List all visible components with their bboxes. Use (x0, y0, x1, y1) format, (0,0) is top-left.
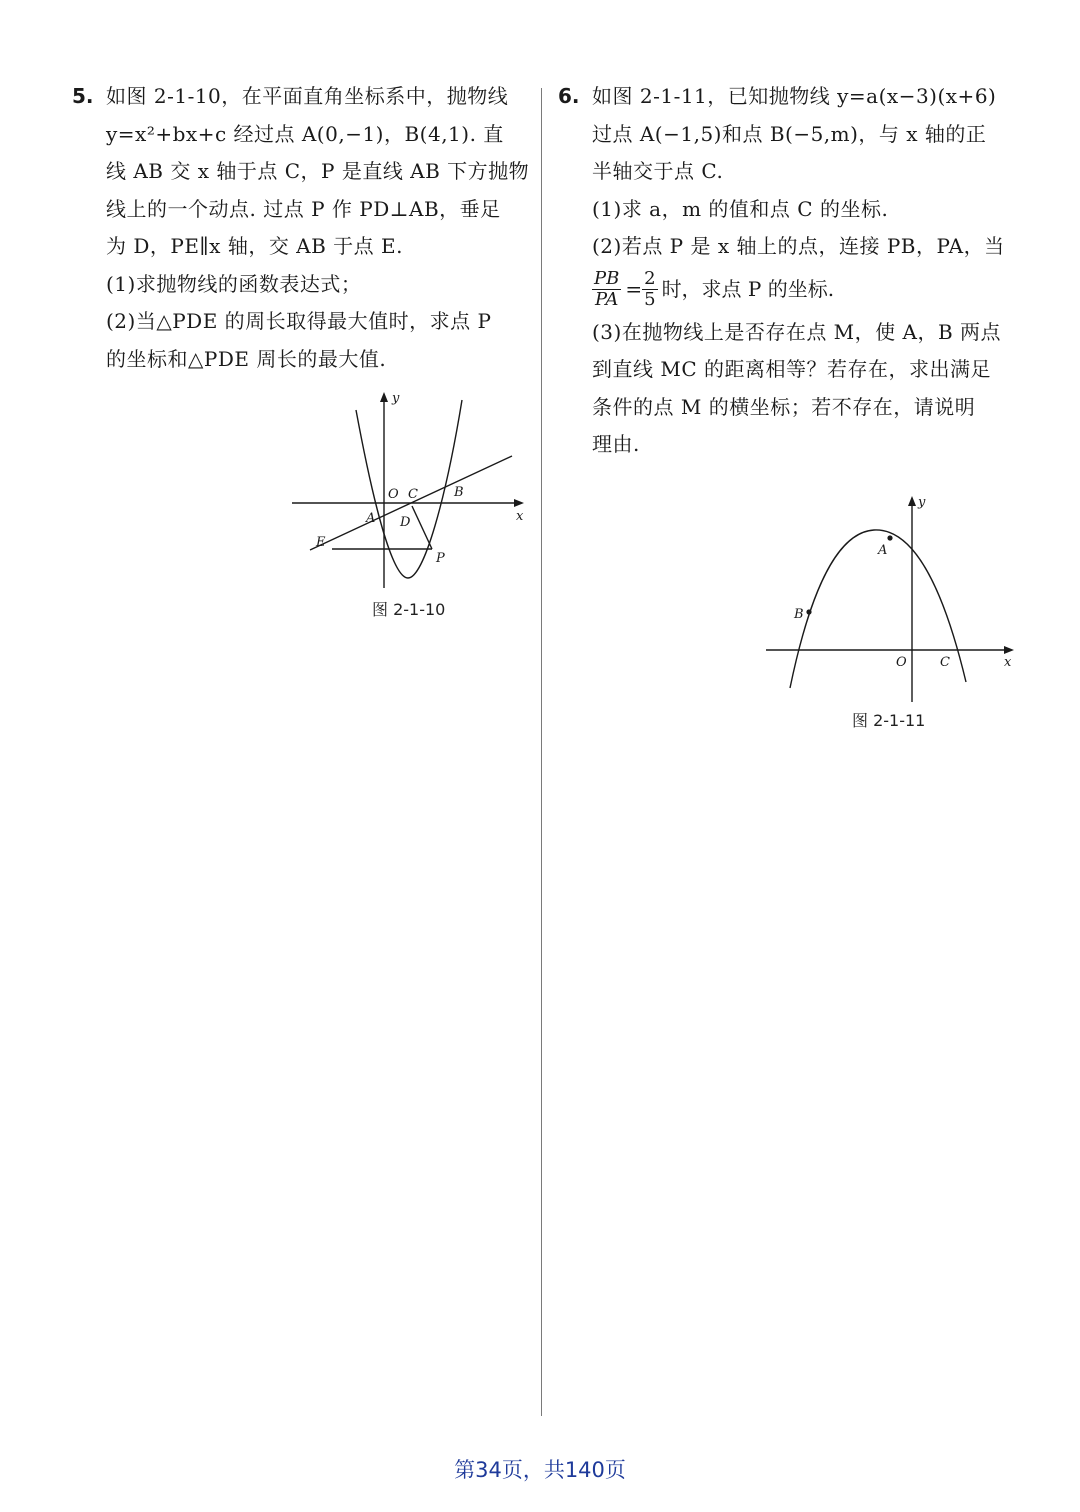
page-footer: 第34页，共140页 (454, 1458, 626, 1482)
problem-6-line: 理由. (592, 432, 640, 456)
y-axis-arrow (908, 496, 916, 506)
problem-6-body (592, 78, 1020, 464)
figure-2-1-11-caption: 图 2-1-11 (852, 711, 926, 730)
point-label-p: P (436, 551, 445, 566)
figure-2-1-11 (762, 492, 1022, 706)
problem-6-question-2: (2)若点 P 是 x 轴上的点，连接 PB，PA，当 (592, 234, 1005, 258)
problem-5-line: 为 D，PE∥x 轴，交 AB 于点 E. (106, 234, 403, 258)
segment-pd (412, 506, 432, 549)
x-axis-arrow (514, 499, 524, 507)
problem-5-question-2: (2)当△PDE 的周长取得最大值时，求点 P (106, 309, 492, 333)
column-divider (541, 88, 542, 1416)
point-b-marker (806, 609, 811, 614)
point-label-c: C (408, 487, 418, 502)
point-label-b: B (794, 607, 804, 622)
problem-6-question-1: (1)求 a，m 的值和点 C 的坐标. (592, 196, 889, 221)
fraction-two-fifths (642, 269, 657, 310)
problem-5-line: 线上的一个动点. 过点 P 作 PD⊥AB，垂足 (106, 196, 501, 221)
figure-2-1-10-caption: 图 2-1-10 (372, 600, 446, 619)
problem-6-number: 6. (558, 84, 580, 108)
point-label-o: O (388, 487, 399, 502)
problem-5-number: 5. (72, 84, 94, 108)
point-a-marker (887, 535, 892, 540)
point-label-e: E (316, 535, 326, 550)
point-label-d: D (400, 515, 411, 530)
problem-5-line: y=x²+bx+c 经过点 A(0,−1)，B(4,1). 直 (106, 121, 504, 146)
fraction-pb-pa (592, 269, 621, 310)
problem-5-line: 如图 2-1-10，在平面直角坐标系中，抛物线 (106, 84, 509, 108)
y-axis-arrow (380, 392, 388, 402)
problem-5-question-1: (1)求抛物线的函数表达式； (106, 271, 362, 296)
point-label-b: B (454, 485, 464, 500)
fraction-denominator: 5 (644, 289, 656, 310)
problem-6-question-3: (3)在抛物线上是否存在点 M，使 A，B 两点 (592, 319, 1002, 344)
problem-6-fraction-line (592, 266, 1020, 314)
problem-5-line: 线 AB 交 x 轴于点 C，P 是直线 AB 下方抛物 (106, 159, 530, 183)
problem-6 (558, 78, 1020, 464)
problem-6-line: 半轴交于点 C. (592, 159, 724, 183)
fraction-numerator: 2 (644, 268, 656, 289)
problem-6-line: 到直线 MC 的距离相等？若存在，求出满足 (592, 357, 991, 381)
problem-6-line: 条件的点 M 的横坐标；若不存在，请说明 (592, 394, 976, 419)
point-label-a: A (366, 511, 376, 526)
problem-6-line: 如图 2-1-11，已知抛物线 y=a(x−3)(x+6) (592, 84, 997, 108)
point-label-a: A (878, 543, 888, 558)
axis-label-y: y (918, 495, 926, 510)
problem-5-body (106, 78, 534, 378)
figure-2-1-10 (288, 388, 528, 588)
problem-5-line: 的坐标和△PDE 周长的最大值. (106, 346, 387, 371)
axis-label-x: x (516, 509, 524, 524)
axis-label-x: x (1004, 655, 1012, 670)
x-axis-arrow (1004, 646, 1014, 654)
point-label-c: C (940, 655, 950, 670)
problem-6-line: 过点 A(−1,5)和点 B(−5,m)，与 x 轴的正 (592, 121, 987, 146)
fraction-tail-text: 时，求点 P 的坐标. (661, 276, 835, 301)
fraction-numerator: PB (594, 268, 620, 289)
problem-5 (72, 78, 534, 378)
axis-label-y: y (392, 391, 400, 406)
equals-sign: = (625, 276, 643, 301)
fraction-denominator: PA (594, 289, 619, 310)
point-label-o: O (896, 655, 907, 670)
